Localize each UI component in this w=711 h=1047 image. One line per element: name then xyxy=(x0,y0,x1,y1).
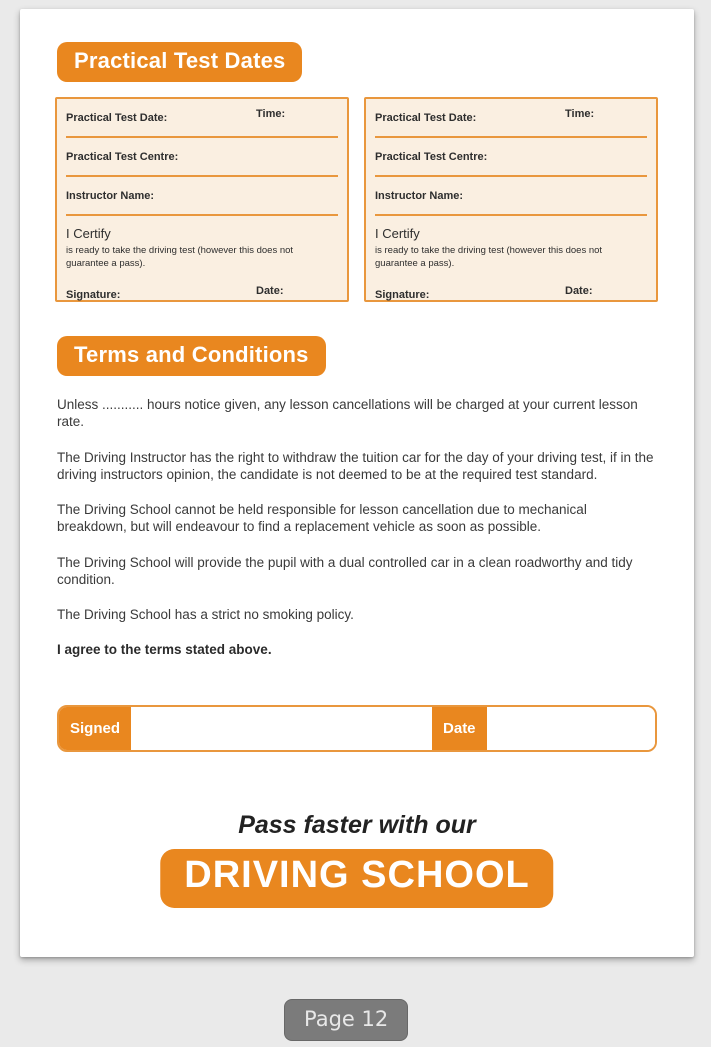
instructor-name-label: Instructor Name: xyxy=(66,190,155,202)
date-field[interactable] xyxy=(487,707,655,750)
field-row-instructor xyxy=(66,177,338,216)
time-label: Time: xyxy=(565,108,595,120)
practical-test-card-1 xyxy=(55,97,349,302)
certify-text: is ready to take the driving test (however this does not guarantee a pass). xyxy=(66,245,294,269)
date-label: Date xyxy=(432,707,487,750)
field-row-date-time xyxy=(375,99,647,138)
document-page xyxy=(20,9,694,957)
certify-text: is ready to take the driving test (however this does not guarantee a pass). xyxy=(375,245,603,269)
tagline: Pass faster with our xyxy=(238,811,476,839)
test-cards-row xyxy=(55,97,658,302)
page-indicator: Page 12 xyxy=(284,999,408,1041)
field-row-signature-date xyxy=(375,285,647,303)
certify-heading: I Certify xyxy=(66,226,111,241)
time-label: Time: xyxy=(256,108,286,120)
signature-label: Signature: xyxy=(375,288,430,301)
practical-test-date-label: Practical Test Date: xyxy=(66,112,168,124)
agree-statement: I agree to the terms stated above. xyxy=(57,642,272,658)
signature-row xyxy=(57,705,657,752)
signed-field[interactable] xyxy=(131,707,432,750)
instructor-name-label: Instructor Name: xyxy=(375,190,464,202)
signature-date-label: Date: xyxy=(256,284,284,297)
signature-label: Signature: xyxy=(66,288,121,301)
field-row-signature-date xyxy=(66,285,338,303)
field-row-date-time xyxy=(66,99,338,138)
terms-paragraph-3: The Driving School cannot be held responsible for lesson cancellation due to mechanical breakdown, but will endeavour to find a replacement vehicle as soon as possible. xyxy=(57,502,587,535)
certify-heading: I Certify xyxy=(375,226,420,241)
section-title-practical-test-dates: Practical Test Dates xyxy=(57,42,302,82)
terms-paragraph-2: The Driving Instructor has the right to withdraw the tuition car for the day of your driving test, if in the driving instructors opinion, the candidate is not deemed to be at the required test standard. xyxy=(57,449,654,482)
practical-test-centre-label: Practical Test Centre: xyxy=(66,151,179,163)
brand-badge: DRIVING SCHOOL xyxy=(160,849,553,908)
field-row-centre xyxy=(66,138,338,177)
terms-paragraph-1: Unless ........... hours notice given, any lesson cancellations will be charged at your current lesson rate. xyxy=(57,397,638,430)
signed-label: Signed xyxy=(59,707,131,750)
practical-test-card-2 xyxy=(364,97,658,302)
section-title-terms-and-conditions: Terms and Conditions xyxy=(57,336,326,376)
practical-test-date-label: Practical Test Date: xyxy=(375,112,477,124)
practical-test-centre-label: Practical Test Centre: xyxy=(375,151,488,163)
field-row-centre xyxy=(375,138,647,177)
terms-section xyxy=(57,396,659,677)
terms-paragraph-4: The Driving School will provide the pupil with a dual controlled car in a clean roadworthy and tidy condition. xyxy=(57,554,633,587)
field-row-instructor xyxy=(375,177,647,216)
terms-paragraph-5: The Driving School has a strict no smoking policy. xyxy=(57,607,354,623)
signature-date-label: Date: xyxy=(565,284,593,297)
